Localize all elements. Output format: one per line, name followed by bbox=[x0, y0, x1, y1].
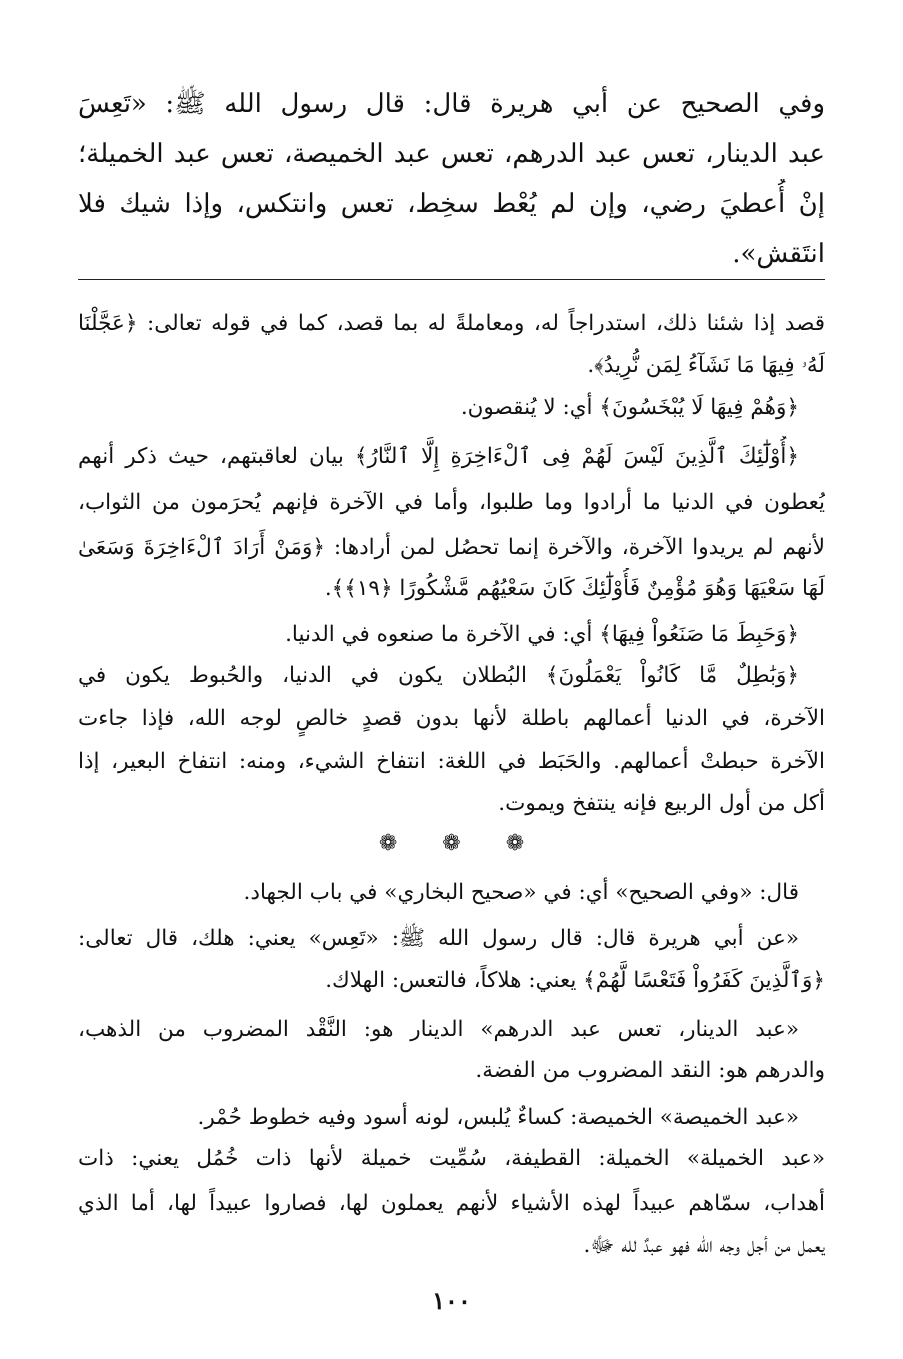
commentary-line: يُعطون في الدنيا ما أرادوا وما طلبوا، وأما في الآخرة فإنهم يُحرَمون من الثواب، bbox=[78, 490, 825, 515]
commentary-line: «عبد الخميلة» الخميلة: القطيفة، سُمِّيت خميلة لأنها ذات خُمُل يعني: ذات bbox=[78, 1146, 825, 1171]
commentary-line: ﴿وَحَبِطَ مَا صَنَعُواْ فِيهَا﴾ أي: في الآخرة ما صنعوه في الدنيا. bbox=[285, 622, 799, 647]
commentary-line: الآخرة حبطتْ أعمالهم. والحَبَط في اللغة: انتفاخ الشيء، ومنه: انتفاخ البعير، إذا bbox=[78, 749, 825, 774]
commentary-line: قال: «وفي الصحيح» أي: في «صحيح البخاري» في باب الجهاد. bbox=[243, 880, 799, 905]
ornament-separator bbox=[0, 829, 903, 859]
commentary-line: الآخرة، في الدنيا أعمالهم باطلة لأنها بدون قصدٍ خالصٍ لوجه الله، فإذا جاءت bbox=[78, 706, 825, 731]
commentary-line: أهداب، سمّاهم عبيداً لهذه الأشياء لأنهم يعملون لها، فصاروا عبيداً لها، أما الذي bbox=[78, 1191, 825, 1216]
commentary-line: ﴿وَهُمْ فِيهَا لَا يُبْخَسُونَ﴾ أي: لا يُنقصون. bbox=[460, 395, 799, 420]
flower-ornament-icon: ❁ bbox=[442, 831, 461, 856]
commentary-line: لأنهم لم يريدوا الآخرة، والآخرة إنما تحصُل لمن أرادها: ﴿وَمَنْ أَرَادَ ٱلْءَاخِرَةَ وَسَعَىٰ bbox=[78, 535, 825, 560]
commentary-line: يعمل من أجل وجه الله فهو عبدٌ لله ﷻ. bbox=[583, 1233, 825, 1258]
flower-ornament-icon: ❁ bbox=[378, 831, 398, 856]
commentary-line: «عبد الدينار، تعس عبد الدرهم» الدينار هو: النَّقْد المضروب من الذهب، bbox=[78, 1017, 799, 1042]
commentary-line: قصد إذا شئنا ذلك، استدراجاً له، ومعاملةً له بما قصد، كما في قوله تعالى: ﴿عَجَّلْنَا bbox=[78, 311, 825, 336]
hadith-line: وفي الصحيح عن أبي هريرة قال: قال رسول الله ﷺ: «تَعِسَ bbox=[78, 89, 825, 119]
commentary-line: والدرهم هو: النقد المضروب من الفضة. bbox=[475, 1058, 825, 1083]
hadith-line: انتَقش». bbox=[732, 239, 825, 269]
hadith-line: إنْ أُعطيَ رضي، وإن لم يُعْط سخِط، تعس وانتكس، وإذا شيك فلا bbox=[78, 189, 825, 219]
commentary-line: لَهَا سَعْيَهَا وَهُوَ مُؤْمِنٌ فَأُوْلَٰٓئِكَ كَانَ سَعْيُهُم مَّشْكُورًا ﴿١٩﴾﴾. bbox=[324, 576, 825, 601]
commentary-line: ﴿أُوْلَٰٓئِكَ ٱلَّذِينَ لَيْسَ لَهُمْ فِى ٱلْءَاخِرَةِ إِلَّا ٱلنَّارُ﴾ بيان لعاقبتهم، حيث ذكر أنهم bbox=[78, 444, 799, 469]
hadith-line: عبد الدينار، تعس عبد الدرهم، تعس عبد الخميصة، تعس عبد الخميلة؛ bbox=[78, 139, 825, 169]
commentary-line: لَهُۥ فِيهَا مَا نَشَآءُ لِمَن نُّرِيدُ﴾. bbox=[587, 353, 825, 378]
commentary-line: «عن أبي هريرة قال: قال رسول الله ﷺ: «تَعِس» يعني: هلك، قال تعالى: bbox=[78, 926, 799, 951]
commentary-line: أكل من أول الربيع فإنه ينتفخ ويموت. bbox=[498, 791, 825, 816]
commentary-line: ﴿وَبَٰطِلٌ مَّا كَانُواْ يَعْمَلُونَ﴾ البُطلان يكون في الدنيا، والحُبوط يكون في bbox=[78, 663, 799, 688]
section-divider bbox=[78, 279, 825, 280]
commentary-line: «عبد الخميصة» الخميصة: كساءٌ يُلبس، لونه أسود وفيه خطوط حُمْر. bbox=[197, 1105, 799, 1130]
commentary-line: ﴿وَٱلَّذِينَ كَفَرُواْ فَتَعْسًا لَّهُمْ﴾ يعني: هلاكاً، فالتعس: الهلاك. bbox=[325, 968, 825, 993]
flower-ornament-icon: ❁ bbox=[505, 831, 525, 856]
page-number: ١٠٠ bbox=[432, 1286, 471, 1315]
